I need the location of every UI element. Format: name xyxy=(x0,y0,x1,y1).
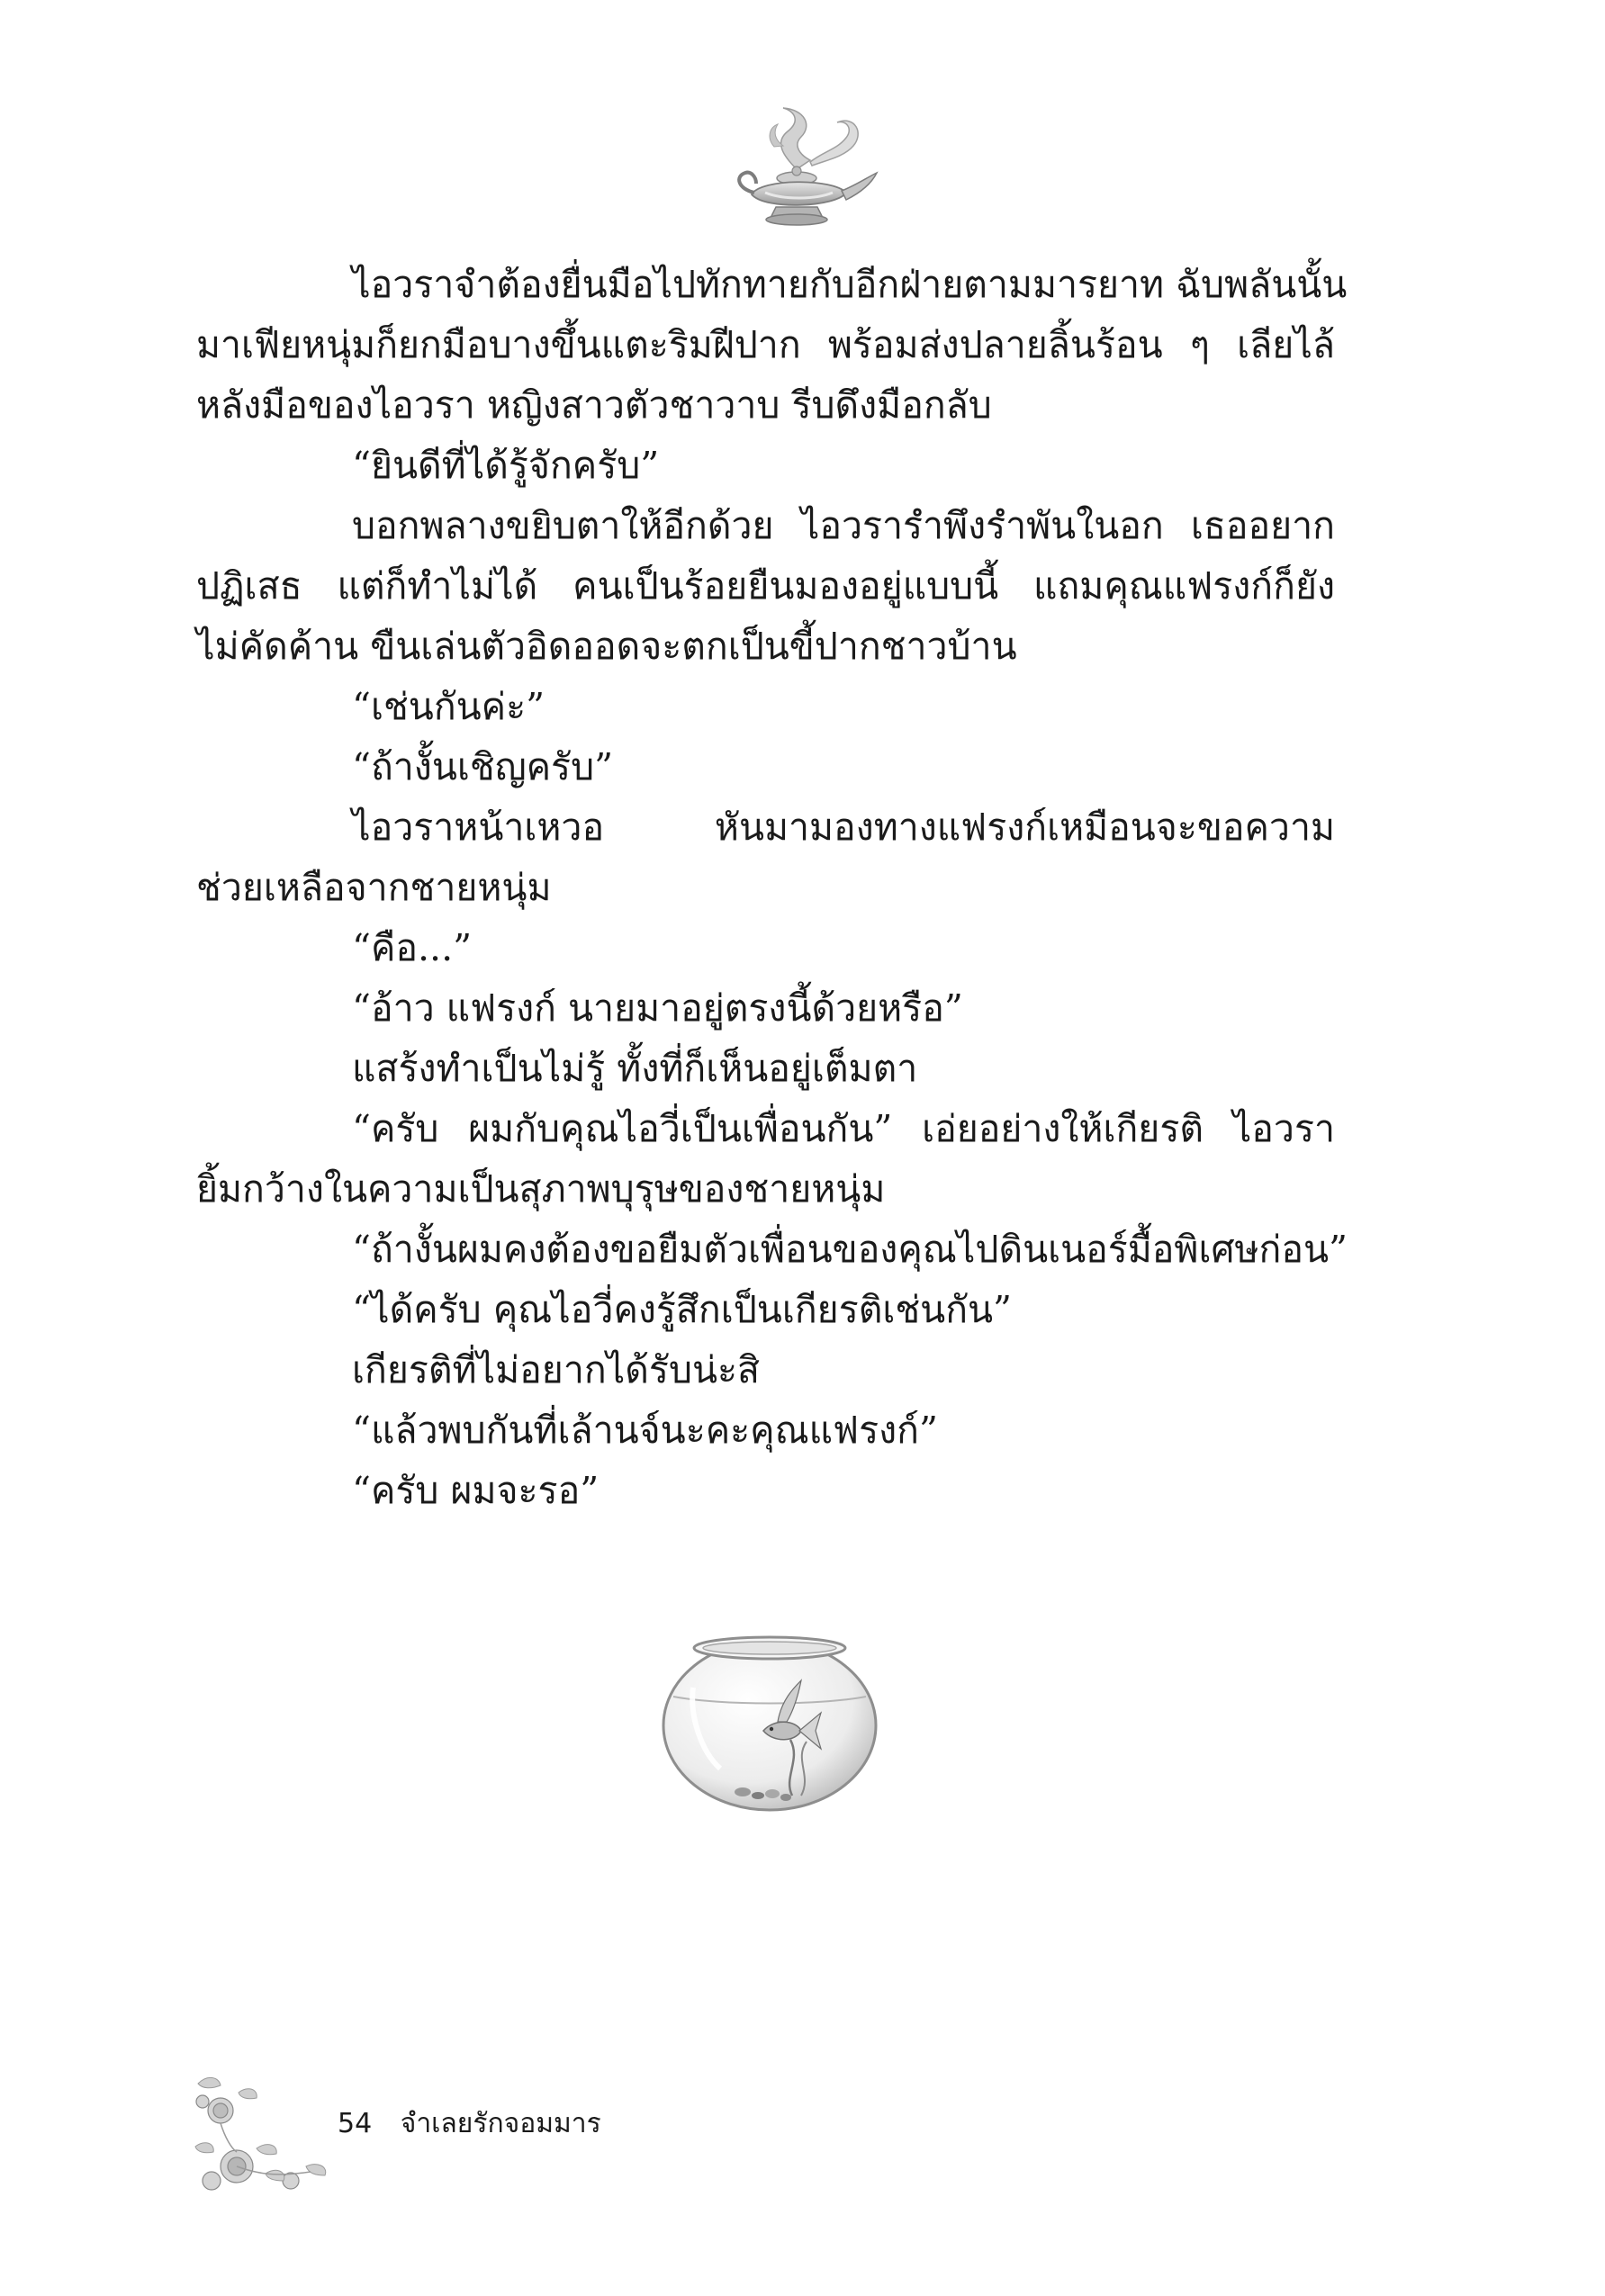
text-line: ไอวราจำต้องยื่นมือไปทักทายกับอีกฝ่ายตามมารยาท ฉับพลันนั้น xyxy=(352,263,1348,306)
text-line: หลังมือของไอวรา หญิงสาวตัวชาวาบ รีบดึงมือกลับ xyxy=(196,383,992,427)
dialogue-line: “อ้าว แฟรงก์ นายมาอยู่ตรงนี้ด้วยหรือ” xyxy=(352,986,963,1030)
fishbowl-icon xyxy=(657,1625,882,1814)
text-line: เกียรติที่ไม่อยากได้รับน่ะสิ xyxy=(352,1348,761,1391)
dialogue-line: “คือ...” xyxy=(352,926,473,969)
text-line: ปฏิเสธ แต่ก็ทำไม่ได้ คนเป็นร้อยยืนมองอยู่แบบนี้ แถมคุณแฟรงก์ก็ยัง xyxy=(196,564,1335,608)
chapter-body-text xyxy=(196,255,1348,1521)
text-line: ช่วยเหลือจากชายหนุ่ม xyxy=(196,866,552,909)
text-line: ไม่คัดค้าน ขืนเล่นตัวอิดออดจะตกเป็นขี้ปากชาวบ้าน xyxy=(196,625,1017,668)
dialogue-line: “ถ้างั้นเชิญครับ” xyxy=(352,745,614,788)
text-line: แสร้งทำเป็นไม่รู้ ทั้งที่ก็เห็นอยู่เต็มตา xyxy=(352,1047,918,1090)
text-line: ไอวราหน้าเหวอ หันมามองทางแฟรงก์เหมือนจะขอความ xyxy=(352,806,1335,849)
page-number: 54 xyxy=(338,2108,373,2139)
magic-lamp-icon xyxy=(711,106,882,237)
rose-flowers-icon xyxy=(185,2066,338,2201)
book-title: จำเลยรักจอมมาร xyxy=(400,2108,601,2139)
page-footer xyxy=(338,2102,601,2145)
dialogue-line: “ได้ครับ คุณไอวี่คงรู้สึกเป็นเกียรติเช่นกัน” xyxy=(352,1288,1013,1331)
dialogue-line: “ยินดีที่ได้รู้จักครับ” xyxy=(352,444,660,487)
dialogue-line: “แล้วพบกันที่เล้านจ์นะคะคุณแฟรงก์” xyxy=(352,1409,938,1452)
text-line: ยิ้มกว้างในความเป็นสุภาพบุรุษของชายหนุ่ม xyxy=(196,1167,886,1211)
dialogue-line: “ครับ ผมกับคุณไอวี่เป็นเพื่อนกัน” เอ่ยอย่างให้เกียรติ ไอวรา xyxy=(352,1107,1335,1150)
dialogue-line: “ถ้างั้นผมคงต้องขอยืมตัวเพื่อนของคุณไปดินเนอร์มื้อพิเศษก่อน” xyxy=(352,1228,1348,1271)
text-line: บอกพลางขยิบตาให้อีกด้วย ไอวรารำพึงรำพันในอก เธออยาก xyxy=(352,504,1335,547)
text-line: มาเฟียหนุ่มก็ยกมือบางขึ้นแตะริมฝีปาก พร้อมส่งปลายลิ้นร้อน ๆ เลียไล้ xyxy=(196,323,1335,366)
dialogue-line: “ครับ ผมจะรอ” xyxy=(352,1469,600,1512)
dialogue-line: “เช่นกันค่ะ” xyxy=(352,685,546,728)
